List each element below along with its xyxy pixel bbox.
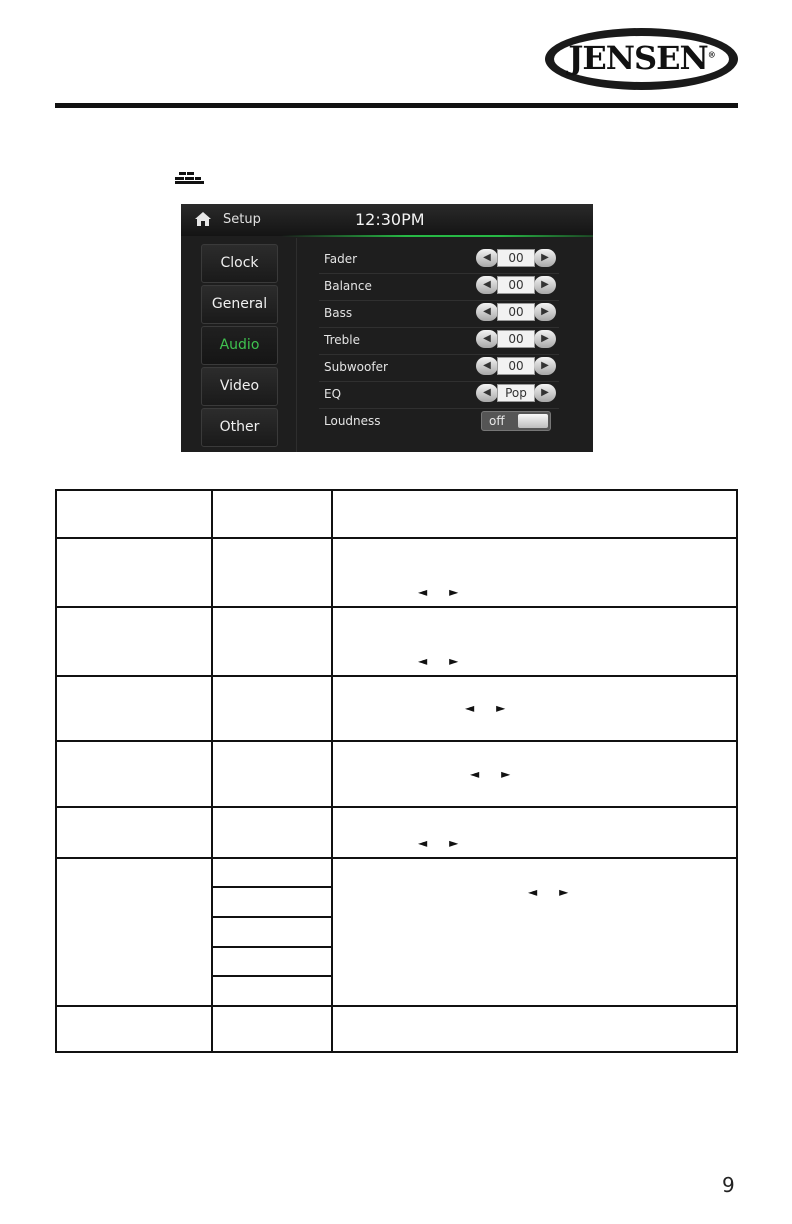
screen-title: Setup — [223, 212, 261, 227]
setup-screen — [181, 204, 593, 452]
arrow-pair — [465, 701, 505, 715]
sidebar-item-other[interactable]: Other — [201, 408, 278, 447]
title-accent-line — [281, 235, 593, 237]
left-arrow-icon: ◄ — [465, 701, 475, 715]
clock-display: 12:30PM — [355, 210, 425, 229]
setting-value: 00 — [497, 249, 535, 267]
loudness-toggle[interactable] — [481, 411, 551, 431]
arrow-pair — [470, 767, 510, 781]
setting-label: Bass — [324, 306, 353, 320]
settings-table — [55, 489, 738, 1053]
decrease-button[interactable]: ◀ — [476, 384, 498, 402]
increase-button[interactable]: ▶ — [534, 384, 556, 402]
decrease-button[interactable]: ◀ — [476, 249, 498, 267]
setting-row-subwoofer — [319, 354, 559, 382]
sidebar-item-clock[interactable]: Clock — [201, 244, 278, 283]
left-arrow-icon: ◄ — [470, 767, 480, 781]
eq-stepper — [476, 384, 556, 402]
setting-row-fader — [319, 246, 559, 274]
left-arrow-icon: ◄ — [418, 585, 428, 599]
setting-label: Loudness — [324, 414, 381, 428]
right-arrow-icon: ► — [449, 654, 459, 668]
header-rule — [55, 103, 738, 108]
arrow-pair — [418, 654, 458, 668]
setting-value: 00 — [497, 303, 535, 321]
setting-label: Fader — [324, 252, 358, 266]
arrow-pair — [418, 585, 458, 599]
right-arrow-icon: ► — [559, 885, 569, 899]
decrease-button[interactable]: ◀ — [476, 357, 498, 375]
setting-row-eq — [319, 381, 559, 409]
increase-button[interactable]: ▶ — [534, 330, 556, 348]
right-arrow-icon: ► — [501, 767, 511, 781]
right-arrow-icon: ► — [449, 585, 459, 599]
page-number: 9 — [722, 1173, 735, 1197]
fader-stepper — [476, 249, 556, 267]
home-icon[interactable] — [194, 211, 212, 227]
setting-value: 00 — [497, 330, 535, 348]
left-arrow-icon: ◄ — [418, 836, 428, 850]
setting-row-bass — [319, 300, 559, 328]
decrease-button[interactable]: ◀ — [476, 303, 498, 321]
treble-stepper — [476, 330, 556, 348]
setting-label: EQ — [324, 387, 342, 401]
sidebar-item-video[interactable]: Video — [201, 367, 278, 406]
subwoofer-stepper — [476, 357, 556, 375]
setting-row-balance — [319, 273, 559, 301]
toggle-knob — [518, 414, 548, 428]
balance-stepper — [476, 276, 556, 294]
increase-button[interactable]: ▶ — [534, 249, 556, 267]
sidebar-item-audio[interactable]: Audio — [201, 326, 278, 365]
left-arrow-icon: ◄ — [528, 885, 538, 899]
increase-button[interactable]: ▶ — [534, 276, 556, 294]
setting-value: Pop — [497, 384, 535, 402]
setting-label: Balance — [324, 279, 372, 293]
sidebar-item-general[interactable]: General — [201, 285, 278, 324]
right-arrow-icon: ► — [449, 836, 459, 850]
equalizer-icon — [175, 172, 204, 184]
decrease-button[interactable]: ◀ — [476, 276, 498, 294]
title-bar — [181, 204, 593, 236]
arrow-pair — [528, 885, 568, 899]
setting-value: 00 — [497, 276, 535, 294]
sidebar-divider — [296, 238, 297, 452]
jensen-logo: JENSEN® — [545, 28, 738, 90]
left-arrow-icon: ◄ — [418, 654, 428, 668]
bass-stepper — [476, 303, 556, 321]
setting-label: Treble — [324, 333, 360, 347]
setting-row-treble — [319, 327, 559, 355]
increase-button[interactable]: ▶ — [534, 357, 556, 375]
arrow-pair — [418, 836, 458, 850]
setting-row-loudness — [319, 408, 559, 435]
setting-label: Subwoofer — [324, 360, 388, 374]
increase-button[interactable]: ▶ — [534, 303, 556, 321]
toggle-state: off — [489, 414, 505, 428]
setting-value: 00 — [497, 357, 535, 375]
right-arrow-icon: ► — [496, 701, 506, 715]
decrease-button[interactable]: ◀ — [476, 330, 498, 348]
